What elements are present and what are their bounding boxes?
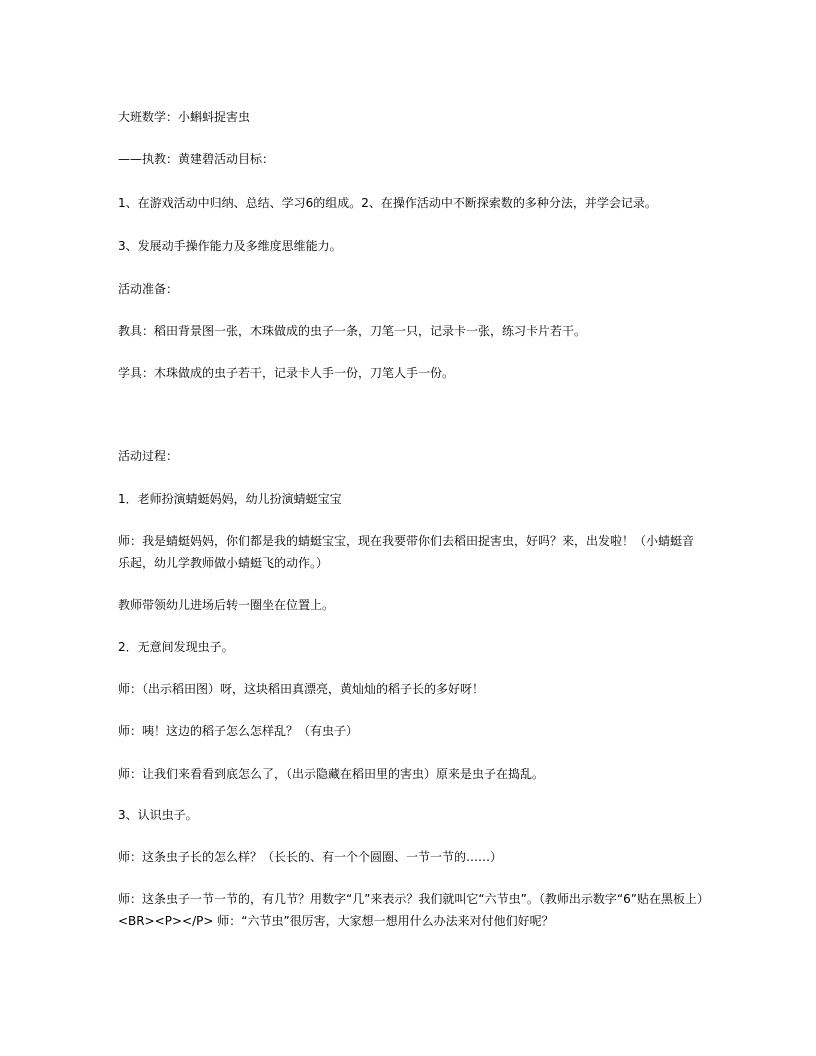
step-3: 3、认识虫子。 (118, 808, 198, 822)
goal-1-2: 1、在游戏活动中归纳、总结、学习6的组成。2、在操作活动中不断探索数的多种分法，并学会记录。 (118, 196, 657, 210)
teacher-line-3: 师：咦！这边的稻子怎么怎样乱？（有虫子） (118, 724, 359, 738)
step-2: 2．无意间发现虫子。 (118, 640, 234, 654)
preparation-heading: 活动准备： (118, 282, 179, 296)
process-heading: 活动过程： (118, 449, 179, 463)
instructor-and-goals-heading: ——执教：黄建碧活动目标： (118, 152, 275, 166)
teacher-line-2: 师：（出示稻田图）呀，这块稻田真漂亮，黄灿灿的稻子长的多好呀！ (118, 682, 485, 696)
document-title: 大班数学：小蝌蚪捉害虫 (118, 110, 251, 124)
goal-3: 3、发展动手操作能力及多维度思维能力。 (118, 239, 342, 253)
teacher-line-1: 师：我是蜻蜓妈妈，你们都是我的蜻蜓宝宝，现在我要带你们去稻田捉害虫，好吗？来，出发啦！（小蜻蜓音乐起，幼儿学教师做小蜻蜓飞的动作。） (118, 534, 695, 570)
teacher-leads-children: 教师带领幼儿进场后转一圈坐在位置上。 (118, 598, 335, 612)
teaching-aids: 教具：稻田背景图一张，木珠做成的虫子一条，刀笔一只，记录卡一张，练习卡片若干。 (118, 324, 587, 338)
step-1: 1．老师扮演蜻蜓妈妈，幼儿扮演蜻蜓宝宝 (118, 492, 342, 506)
teacher-line-4: 师：让我们来看看到底怎么了，（出示隐藏在稻田里的害虫）原来是虫子在捣乱。 (118, 767, 545, 781)
student-aids: 学具：木珠做成的虫子若干，记录卡人手一份，刀笔人手一份。 (118, 366, 455, 380)
teacher-line-5: 师：这条虫子长的怎么样？（长长的、有一个个圆圈、一节一节的……） (118, 850, 503, 864)
teacher-line-6: 师：这条虫子一节一节的，有几节？用数字“几”来表示？我们就叫它“六节虫”。（教师出示数字“6”贴在黑板上） <BR><P></P> 师：“六节虫”很厉害，大家想一想用什么办法来对付他们好呢？ (118, 892, 715, 928)
